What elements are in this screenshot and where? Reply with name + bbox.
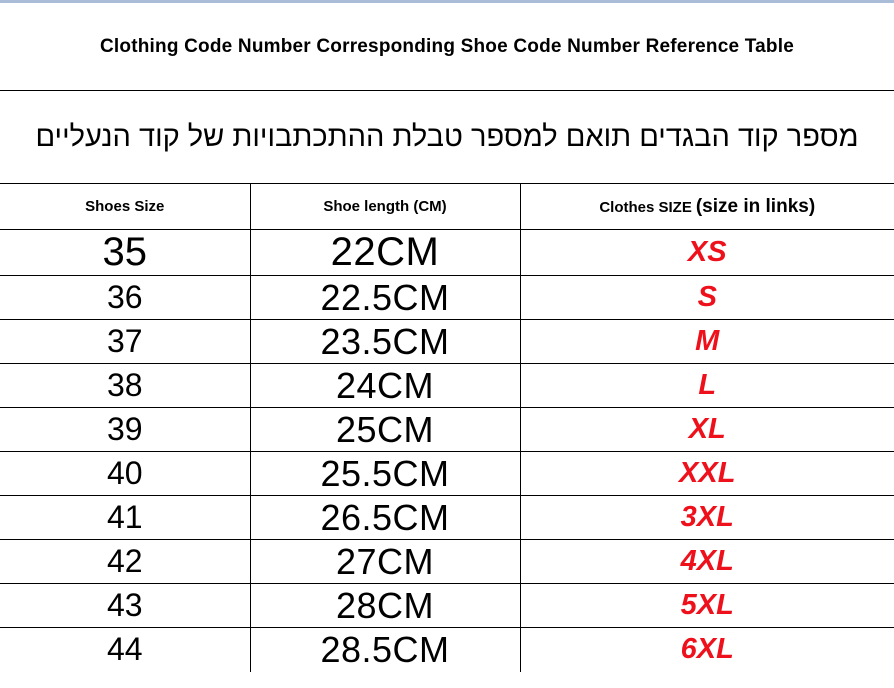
shoes-size-cell: 40 <box>106 455 143 491</box>
shoe-length-cell: 25.5CM <box>250 452 520 496</box>
clothes-size-header <box>520 184 894 230</box>
shoes-size-cell: 44 <box>106 631 143 668</box>
table-row <box>0 320 894 364</box>
shoes-size-cell: 36 <box>106 279 143 315</box>
clothes-size-cell: 3XL <box>520 496 894 540</box>
shoes-size-cell: 39 <box>106 411 143 447</box>
table-row <box>0 584 894 628</box>
shoe-length-cell: 28.5CM <box>250 628 520 672</box>
table-row <box>0 408 894 452</box>
shoes-size-cell: 35 <box>102 230 147 274</box>
clothes-size-cell: XXL <box>520 452 894 496</box>
clothes-size-cell: M <box>520 320 894 364</box>
shoes-size-cell: 38 <box>106 367 143 403</box>
shoe-length-cell: 26.5CM <box>250 496 520 540</box>
shoe-length-cell: 24CM <box>250 364 520 408</box>
shoe-length-cell: 22CM <box>250 230 520 276</box>
title-section <box>0 3 894 91</box>
clothes-size-cell: L <box>520 364 894 408</box>
shoe-length-cell: 27CM <box>250 540 520 584</box>
table-row <box>0 230 894 276</box>
clothes-size-cell: 5XL <box>520 584 894 628</box>
shoe-length-header: Shoe length (CM) <box>250 184 520 230</box>
clothes-size-cell: 6XL <box>520 628 894 672</box>
shoes-size-cell: 37 <box>106 323 143 359</box>
table-header-row <box>0 184 894 230</box>
page-title: Clothing Code Number Corresponding Shoe Code Number Reference Table <box>100 35 794 57</box>
table-row <box>0 276 894 320</box>
clothes-size-header-main: Clothes SIZE <box>599 198 692 216</box>
clothes-size-cell: XS <box>520 230 894 276</box>
clothes-size-cell: XL <box>520 408 894 452</box>
hebrew-subtitle: מספר קוד הבגדים תואם למספר טבלת ההתכתבויות של קוד הנעליים <box>35 120 859 153</box>
shoe-length-cell: 25CM <box>250 408 520 452</box>
clothes-size-header-suffix: (size in links) <box>695 195 816 217</box>
size-reference-table <box>0 183 894 672</box>
table-row <box>0 496 894 540</box>
shoes-size-cell: 43 <box>106 587 143 623</box>
shoe-length-cell: 28CM <box>250 584 520 628</box>
shoes-size-cell: 41 <box>106 499 143 535</box>
table-row <box>0 452 894 496</box>
clothes-size-cell: 4XL <box>520 540 894 584</box>
clothes-size-cell: S <box>520 276 894 320</box>
subtitle-section <box>0 91 894 183</box>
shoe-length-cell: 22.5CM <box>250 276 520 320</box>
shoe-length-cell: 23.5CM <box>250 320 520 364</box>
table-row <box>0 628 894 672</box>
table-row <box>0 364 894 408</box>
table-row <box>0 540 894 584</box>
shoes-size-cell: 42 <box>106 543 143 579</box>
shoes-size-header: Shoes Size <box>85 198 165 215</box>
